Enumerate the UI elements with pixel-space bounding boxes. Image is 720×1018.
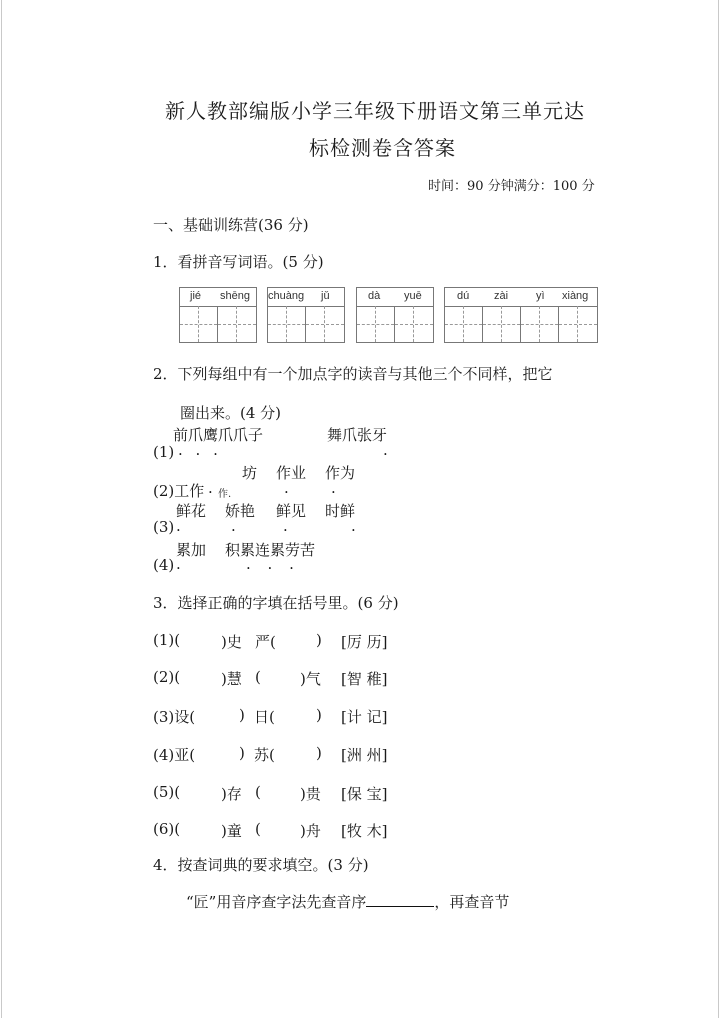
q3-row-close2: )贵 [300,785,321,803]
q3-row-open2: ( [255,668,261,686]
pinyin: yuē [404,290,422,302]
writing-grid[interactable] [444,287,598,343]
q2-item2-label: (2)工作 [153,482,205,500]
q2-item3-word: 娇艳 [225,502,256,520]
q2-item3-dot: . [231,517,236,535]
q3-row-open2: 严( [255,633,276,651]
q1-prompt: 1．看拼音写词语。(5 分) [153,253,324,271]
q2-item4-dots: . . . [246,555,300,573]
page-border-left [1,0,2,1018]
pinyin: chuàng [268,290,305,302]
q3-row-open: (4)亚( [153,746,196,764]
q3-row-close: )史 [221,633,242,651]
q3-row-open: (3)设( [153,708,196,726]
q3-row-close: )童 [221,822,242,840]
q3-row-choices: [厉 历] [341,633,388,651]
q3-row-choices: [牧 木] [341,822,388,840]
q4-text-after: ，再查音节 [434,893,510,911]
q2-item1-label: (1) [153,443,175,461]
q2-item4-label: (4) [153,556,175,574]
pinyin: shēng [220,290,250,302]
section-heading: 一、基础训练营(36 分) [153,216,309,234]
q2-item2-dot: . [208,479,213,497]
q2-item1-dot: . [383,441,388,459]
q3-row-open: (6)( [153,820,181,838]
q3-row-open2: 日( [254,708,275,726]
q2-item3-dot: . [176,517,181,535]
q3-row-choices: [洲 州] [341,746,388,764]
document-title-line2: 标检测卷含答案 [309,136,456,160]
writing-grid[interactable] [356,287,434,343]
q3-row-close: )存 [221,785,242,803]
pinyin: dà [368,290,381,302]
score-value: 100 [552,179,578,194]
q3-row-open: (5)( [153,783,181,801]
time-unit: 分钟满分： [487,179,553,194]
q3-row-close2: ) [316,744,322,762]
exam-meta [428,175,595,194]
q3-row-choices: [智 稚] [341,670,388,688]
time-value: 90 [467,179,484,194]
pinyin: dú [457,290,470,302]
q2-item4-words-b: 积累连累劳苦 [225,541,316,559]
q2-item2-small: 作. [218,489,232,500]
page-border-right [718,0,719,1018]
q2-item2-dot: . [284,479,289,497]
q3-row-close2: ) [316,706,322,724]
q3-row-open: (2)( [153,668,181,686]
pinyin: zài [494,290,509,302]
document-title-line1: 新人教部编版小学三年级下册语文第三单元达 [165,99,585,123]
q2-item3-label: (3) [153,518,175,536]
q3-row-close2: ) [316,631,322,649]
pinyin: jǔ [321,290,330,302]
q3-row-close: ) [239,706,245,724]
q2-item2-dot: . [331,479,336,497]
q2-item3-word: 鲜见 [276,502,307,520]
q3-row-close: )慧 [221,670,242,688]
q2-prompt-line1: 2．下列每组中有一个加点字的读音与其他三个不同样，把它 [153,365,553,383]
writing-grid[interactable] [267,287,345,343]
q2-prompt-line2: 圈出来。(4 分) [180,404,282,422]
pinyin: jié [190,290,202,302]
q4-fill-line [186,891,509,912]
q2-item1-dots: . . . [178,441,222,459]
q4-prompt: 4．按查词典的要求填空。(3 分) [153,856,369,874]
pinyin: yì [536,290,545,302]
pinyin: xiàng [562,290,589,302]
q2-item2-word: 坊 [242,464,258,482]
q3-row-close2: )气 [300,670,321,688]
q3-row-close: ) [239,744,245,762]
q2-item2-word: 作业 [276,464,307,482]
q3-row-open2: 苏( [254,746,275,764]
q4-text-before: “匠”用音序查字法先查音序 [186,893,367,911]
score-unit: 分 [581,179,595,194]
q2-item3-dot: . [283,517,288,535]
q3-row-open2: ( [255,820,261,838]
q2-item3-word: 鲜花 [176,502,207,520]
q2-item1-words-a: 前爪鹰爪爪子 [173,426,264,444]
q3-row-choices: [保 宝] [341,785,388,803]
q3-row-choices: [计 记] [341,708,388,726]
q2-item4-words-a: 累加 [176,541,207,559]
q3-row-open: (1)( [153,631,181,649]
time-label: 时间： [428,179,468,194]
q2-item3-word: 时鲜 [325,502,356,520]
writing-grid[interactable] [179,287,257,343]
q2-item2-word: 作为 [325,464,356,482]
q2-item1-words-b: 舞爪张牙 [327,426,388,444]
q3-prompt: 3．选择正确的字填在括号里。(6 分) [153,594,399,612]
q2-item3-dot: . [351,517,356,535]
answer-blank[interactable] [366,892,434,907]
q2-item4-dot: . [176,555,181,573]
q3-row-open2: ( [255,783,261,801]
q3-row-close2: )舟 [300,822,321,840]
